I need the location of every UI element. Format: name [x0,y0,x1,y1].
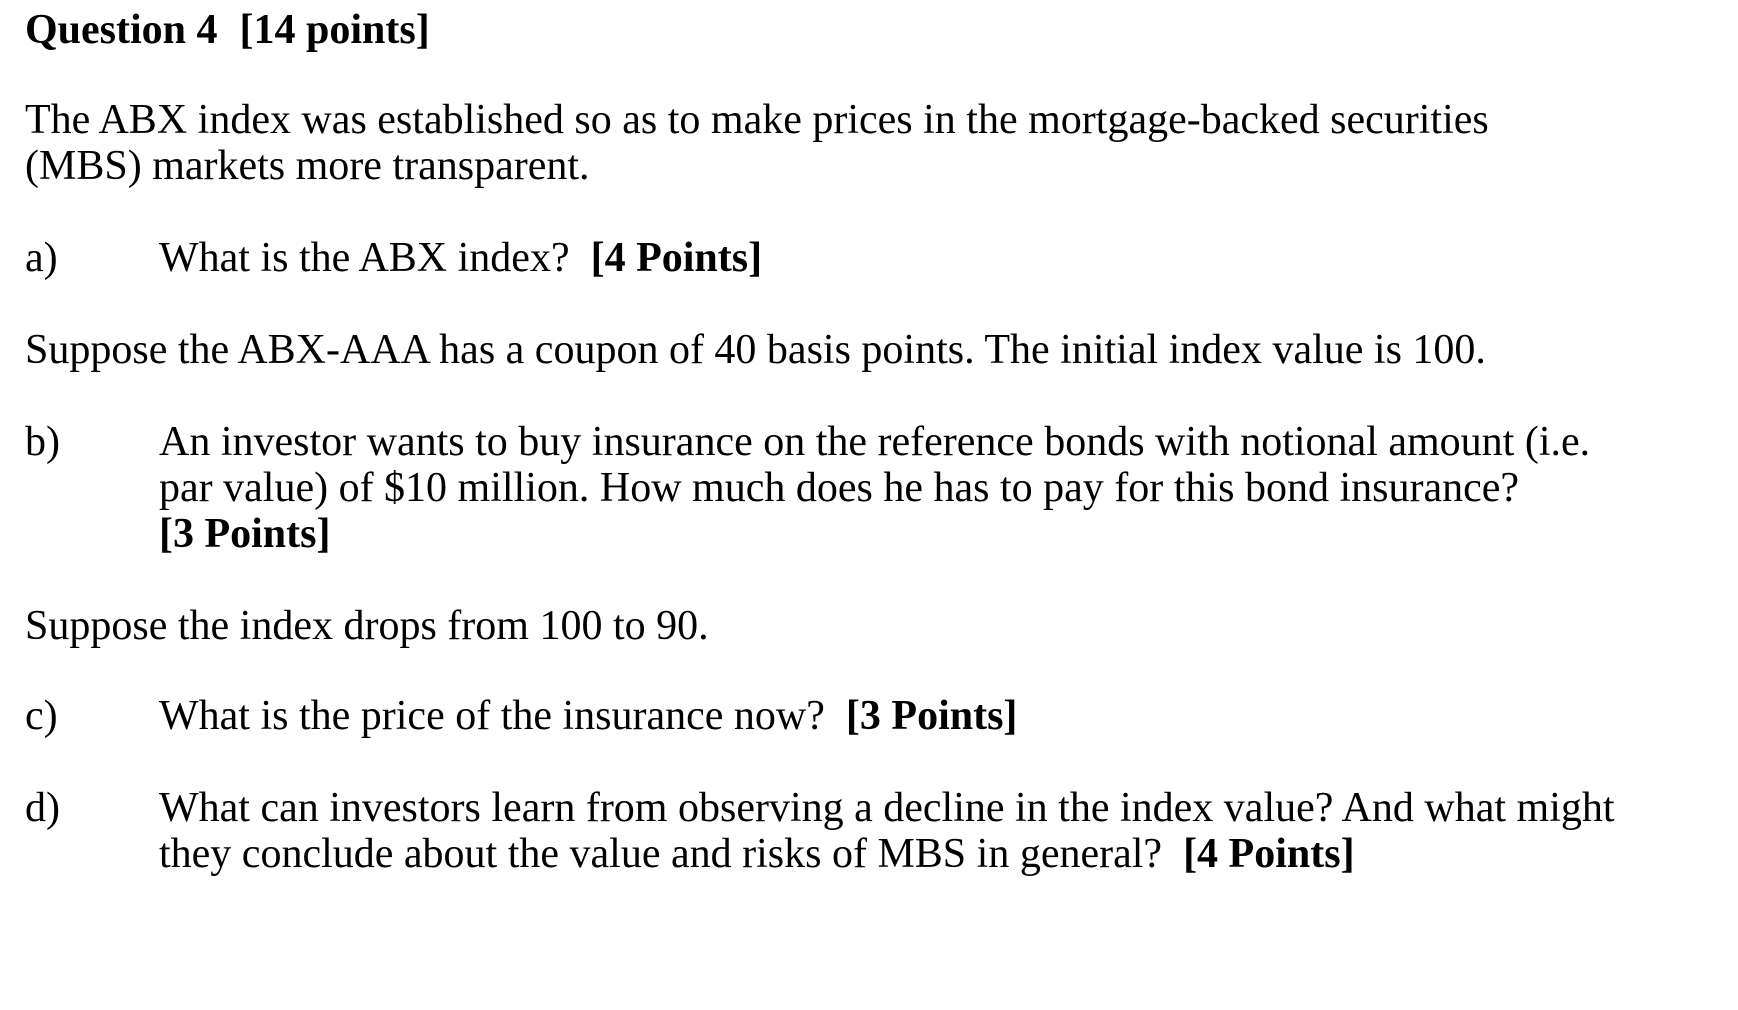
question-title: Question 4 [25,7,218,53]
intro-line-1: The ABX index was established so as to make prices in the mortgage-backed securities [25,97,1489,143]
part-d-points: [4 Points] [1183,831,1355,877]
part-d-line-2: they conclude about the value and risks of MBS in general? [159,831,1163,877]
part-a-points: [4 Points] [590,235,763,281]
part-d-label: d) [25,785,60,831]
part-b-line-2: par value) of $10 million. How much does he has to pay for this bond insurance? [159,465,1520,511]
part-c-points: [3 Points] [845,693,1018,739]
part-b-line-1: An investor wants to buy insurance on the reference bonds with notional amount (i.e. [159,419,1591,465]
part-c-label: c) [25,693,58,739]
intro-line-2: (MBS) markets more transparent. [25,143,590,189]
part-b-label: b) [25,419,60,465]
question-points: [14 points] [239,7,430,53]
setup-1: Suppose the ABX-AAA has a coupon of 40 basis points. The initial index value is 100. [25,327,1486,373]
part-d-line-1: What can investors learn from observing a decline in the index value? And what might [159,785,1615,831]
part-a-text: What is the ABX index? [159,235,570,281]
part-a-label: a) [25,235,58,281]
part-b-points: [3 Points] [159,511,331,557]
question-heading [25,4,430,56]
setup-2: Suppose the index drops from 100 to 90. [25,603,709,649]
part-c-text: What is the price of the insurance now? [159,693,825,739]
